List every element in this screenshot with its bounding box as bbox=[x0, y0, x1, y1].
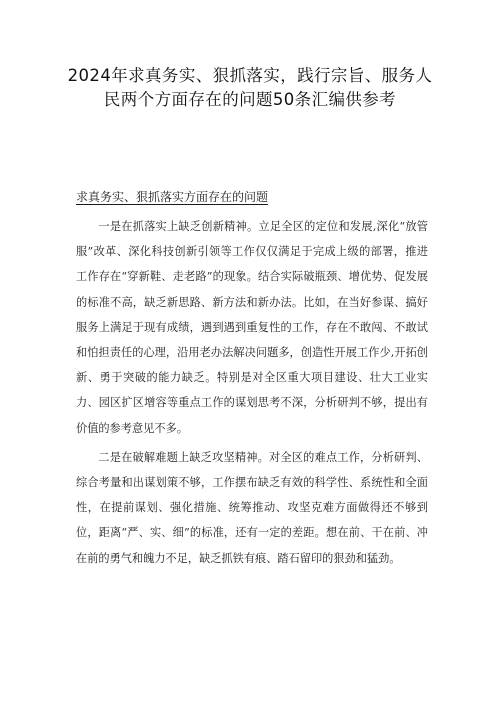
document-title: 2024年求真务实、狠抓落实，践行宗旨、服务人民两个方面存在的问题50条汇编供参考 bbox=[67, 66, 433, 109]
section-heading: 求真务实、狠抓落实方面存在的问题 bbox=[76, 190, 269, 204]
body-paragraph: 一是在抓落实上缺乏创新精神。立足全区的定位和发展,深化“放管服”改革、深化科技创新引领等工作仅仅满足于完成上级的部署，推进工作存在“穿新鞋、走老路”的现象。结合实际破瓶颈、增优势、促发展的标准不高，缺乏新思路、新方法和新办法。比如，在当好参谋、搞好服务上满足于现有成绩，遇到遇到重复性的工作，存在不敢闯、不敢试和怕担责任的心理，沿用老办法解决问题多，创造性开展工作少,开拓创新、勇于突破的能力缺乏。特别是对全区重大项目建设、壮大工业实力、园区扩区增容等重点工作的谋划思考不深，分析研判不够，提出有价值的参考意见不多。 bbox=[76, 220, 428, 435]
document-body bbox=[76, 214, 428, 575]
body-paragraph: 二是在破解难题上缺乏攻坚精神。对全区的难点工作，分析研判、综合考量和出谋划策不够，工作摆布缺乏有效的科学性、系统性和全面性，在提前谋划、强化措施、统筹推动、攻坚克难方面做得还不够到位，距离“严、实、细”的标准，还有一定的差距。想在前、干在前、冲在前的勇气和魄力不足，缺乏抓铁有痕、踏石留印的狠劲和猛劲。 bbox=[76, 450, 428, 565]
